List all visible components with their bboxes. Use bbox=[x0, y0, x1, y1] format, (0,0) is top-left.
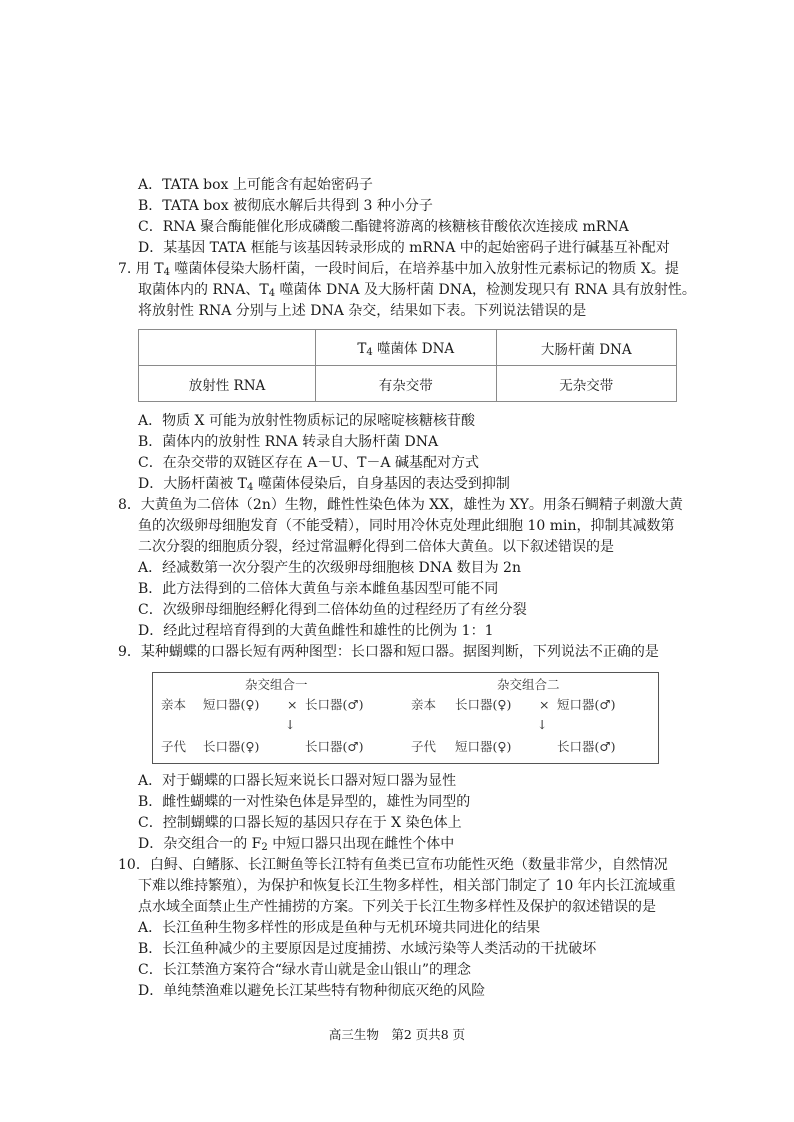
cross2-parent-female: 长口器(♀) bbox=[455, 697, 512, 712]
q7-option-b: B．菌体内的放射性 RNA 转录自大肠杆菌 DNA bbox=[138, 434, 439, 450]
q8-stem-line-1: 8．大黄鱼为二倍体（2n）生物，雌性性染色体为 XX，雄性为 XY。用条石鲷精子刺激大黄 bbox=[118, 497, 683, 513]
cross1-cross-sign: × bbox=[287, 697, 298, 712]
q6-option-c: C．RNA 聚合酶能催化形成磷酸二酯键将游离的核糖核苷酸依次连接成 mRNA bbox=[138, 219, 629, 235]
cross2-cross-sign: × bbox=[539, 697, 550, 712]
q9-option-c: C．控制蝴蝶的口器长短的基因只存在于 X 染色体上 bbox=[138, 815, 462, 831]
q10-option-a: A．长江鱼种生物多样性的形成是鱼种与无机环境共同进化的结果 bbox=[138, 920, 541, 936]
offspring-label-2: 子代 bbox=[411, 739, 437, 754]
table-header-ecoli-dna: 大肠杆菌 DNA bbox=[496, 330, 677, 366]
q8-stem-line-3: 二次分裂的细胞质分裂，经过常温孵化得到二倍体大黄鱼。以下叙述错误的是 bbox=[138, 539, 614, 555]
cross2-offspring-female: 短口器(♀) bbox=[455, 739, 512, 754]
table-header-t4-dna: $T_4$ 噬菌体 DNA bbox=[316, 330, 497, 366]
table-row bbox=[139, 366, 677, 402]
cross2-parent-male: 短口器(♂) bbox=[557, 697, 616, 712]
q9-cross-figure bbox=[152, 672, 659, 764]
q7-stem-line-1: 7. 用 $T_4$ 噬菌体侵染大肠杆菌，一段时间后，在培养基中加入放射性元素标记的物质 X。提 bbox=[118, 261, 679, 278]
q9-option-b: B．雌性蝴蝶的一对性染色体是异型的，雄性为同型的 bbox=[138, 794, 471, 810]
q10-option-b: B．长江鱼种减少的主要原因是过度捕捞、水域污染等人类活动的干扰破坏 bbox=[138, 941, 597, 957]
q7-option-a: A．物质 X 可能为放射性物质标记的尿嘧啶核糖核苷酸 bbox=[138, 413, 475, 429]
table-header-row bbox=[139, 330, 677, 366]
cross2-arrow: ↓ bbox=[537, 717, 548, 732]
q7-stem-line-3: 将放射性 RNA 分别与上述 DNA 杂交，结果如下表。下列说法错误的是 bbox=[138, 303, 587, 319]
q7-option-d: D．大肠杆菌被 $T_4$ 噬菌体侵染后，自身基因的表达受到抑制 bbox=[138, 476, 510, 493]
q10-option-c: C．长江禁渔方案符合“绿水青山就是金山银山”的理念 bbox=[138, 962, 472, 978]
q7-hybridization-table bbox=[138, 329, 677, 402]
q9-option-d: D．杂交组合一的 $F_2$ 中短口器只出现在雌性个体中 bbox=[138, 836, 455, 853]
offspring-label-1: 子代 bbox=[161, 739, 187, 754]
q8-option-c: C．次级卵母细胞经孵化得到二倍体幼鱼的过程经历了有丝分裂 bbox=[138, 602, 527, 618]
q7-option-c: C．在杂交带的双链区存在 A－U、T－A 碱基配对方式 bbox=[138, 455, 479, 471]
q10-stem-line-1: 10．白鲟、白鳍豚、长江鲥鱼等长江特有鱼类已宣布功能性灭绝（数量非常少，自然情况 bbox=[118, 857, 668, 873]
q8-option-d: D．经此过程培育得到的大黄鱼雌性和雄性的比例为 1：1 bbox=[138, 623, 494, 639]
q10-option-d: D．单纯禁渔难以避免长江某些特有物种彻底灭绝的风险 bbox=[138, 983, 486, 999]
q9-stem: 9．某种蝴蝶的口器长短有两种图型：长口器和短口器。据图判断，下列说法不正确的是 bbox=[118, 644, 659, 660]
cross1-parent-male: 长口器(♂) bbox=[305, 697, 364, 712]
cross1-arrow: ↓ bbox=[285, 717, 296, 732]
q6-option-b: B．TATA box 被彻底水解后共得到 3 种小分子 bbox=[138, 198, 433, 214]
q8-option-a: A．经减数第一次分裂产生的次级卵母细胞核 DNA 数目为 2n bbox=[138, 560, 521, 576]
cross1-offspring-female: 长口器(♀) bbox=[203, 739, 260, 754]
table-empty-cell bbox=[139, 330, 316, 366]
q6-option-d: D．某基因 TATA 框能与该基因转录形成的 mRNA 中的起始密码子进行碱基互补配对 bbox=[138, 240, 670, 256]
parent-label-1: 亲本 bbox=[161, 697, 187, 712]
table-cell-t4: 有杂交带 bbox=[316, 366, 497, 402]
q10-stem-line-3: 点水域全面禁止生产性捕捞的方案。下列关于长江生物多样性及保护的叙述错误的是 bbox=[138, 899, 656, 915]
table-row-label: 放射性 RNA bbox=[139, 366, 316, 402]
q8-option-b: B．此方法得到的二倍体大黄鱼与亲本雌鱼基因型可能不同 bbox=[138, 581, 499, 597]
parent-label-2: 亲本 bbox=[411, 697, 437, 712]
table-cell-ecoli: 无杂交带 bbox=[496, 366, 677, 402]
cross2-offspring-male: 长口器(♂) bbox=[557, 739, 616, 754]
cross1-offspring-male: 长口器(♂) bbox=[305, 739, 364, 754]
q6-option-a: A．TATA box 上可能含有起始密码子 bbox=[138, 177, 373, 193]
q7-stem-line-2: 取菌体内的 RNA、$T_4$ 噬菌体 DNA 及大肠杆菌 DNA，检测发现只有 RNA 具有放射性。 bbox=[138, 282, 696, 299]
q8-stem-line-2: 鱼的次级卵母细胞发育（不能受精），同时用冷休克处理此细胞 10 min，抑制其减数第 bbox=[138, 518, 675, 534]
cross-title-1: 杂交组合一 bbox=[245, 677, 308, 692]
cross1-parent-female: 短口器(♀) bbox=[203, 697, 260, 712]
page-footer: 高三生物 第2 页共8 页 bbox=[328, 1027, 466, 1042]
q9-option-a: A．对于蝴蝶的口器长短来说长口器对短口器为显性 bbox=[138, 773, 457, 789]
q10-stem-line-2: 下难以维持繁殖），为保护和恢复长江生物多样性，相关部门制定了 10 年内长江流域重 bbox=[138, 878, 676, 894]
cross-title-2: 杂交组合二 bbox=[497, 677, 560, 692]
